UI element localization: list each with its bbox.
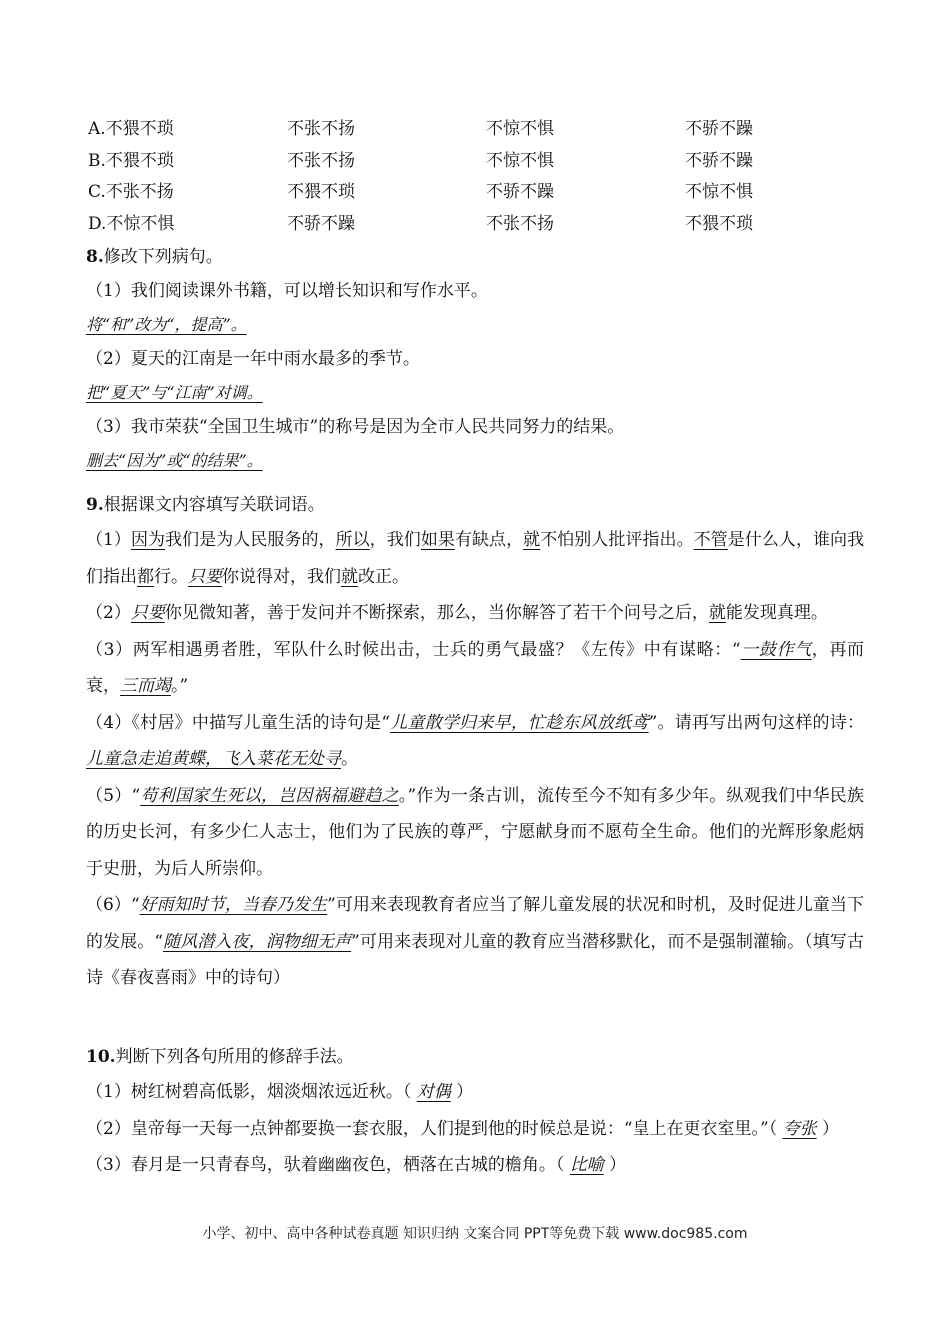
question-10: [86, 1040, 864, 1184]
option-b: [88, 146, 888, 178]
q9-item-4: （4）《村居》中描写儿童生活的诗句是“儿童散学归来早，忙趁东风放纸鸢”。请再写出两句这样的诗：儿童急走追黄蝶，飞入菜花无处寻。: [86, 712, 864, 769]
question-number: 8.: [86, 247, 104, 267]
answer-blank: 如果: [420, 530, 455, 550]
sentence-1: （1）我们阅读课外书籍，可以增长知识和写作水平。: [86, 281, 488, 301]
answer-blank: 三而竭: [120, 676, 171, 696]
option-text: D.不惊不惧: [88, 213, 175, 234]
answer-blank: 都: [137, 566, 154, 587]
answer-blank: 不管: [693, 530, 728, 550]
option-text: 不猥不琐: [287, 182, 355, 202]
answer-blank: 好雨知时节，当春乃发生: [139, 895, 328, 915]
answer-blank: 比喻: [569, 1155, 604, 1175]
option-text: C.不张不扬: [88, 182, 174, 202]
question-number: 10.: [86, 1047, 116, 1067]
answer-blank: 所以: [335, 530, 370, 550]
answer-blank: 只要: [130, 603, 165, 623]
answer-blank: 苟利国家生死以，岂因祸福避趋之: [140, 785, 399, 806]
q10-item-1: （1）树红树碧高低影，烟淡烟浓远近秋。（ 对偶 ）: [86, 1082, 474, 1102]
answer-blank: 儿童急走追黄蝶，飞入菜花无处寻: [86, 749, 341, 769]
q9-item-1: （1）因为我们是为人民服务的，所以，我们如果有缺点，就不怕别人批评指出。不管是什么人，谁向我们指出都行。只要你说得对，我们就改正。: [86, 530, 865, 587]
answer-3: 删去“因为”或“的结果”。: [86, 451, 263, 470]
question-title: 根据课文内容填写关联词语。: [103, 495, 325, 515]
q9-item-2: （2）只要你见微知著，善于发问并不断探索，那么，当你解答了若干个问号之后，就能发现真理。: [86, 603, 828, 623]
option-text: 不骄不躁: [685, 119, 753, 139]
question-number: 9.: [86, 495, 104, 515]
option-text: 不惊不惧: [486, 119, 554, 139]
answer-1: 将“和”改为“，提高”。: [86, 315, 247, 334]
q9-item-6: （6）“好雨知时节，当春乃发生”可用来表现教育者应当了解儿童发展的状况和时机，及时促进儿童当下的发展。“随风潜入夜，润物细无声”可用来表现对儿童的教育应当潜移默化，而不是强制灌输。（填写古诗《春夜喜雨》中的诗句）: [86, 895, 864, 988]
option-text: 不惊不惧: [685, 182, 753, 202]
answer-blank: 夸张: [782, 1118, 817, 1139]
question-8: [86, 240, 864, 478]
option-d: [88, 209, 888, 241]
answer-blank: 儿童散学归来早，忙趁东风放纸鸢: [390, 712, 649, 733]
answer-blank: 就: [341, 566, 358, 587]
q9-item-5: （5）“苟利国家生死以，岂因祸福避趋之。”作为一条古训，流传至今不知有多少年。纵观我们中华民族的历史长河，有多少仁人志士，他们为了民族的尊严，宁愿献身而不愿苟全生命。他们的光辉形象彪炳于史册，为后人所崇仰。: [86, 785, 864, 879]
option-text: 不骄不躁: [287, 213, 355, 234]
option-text: 不张不扬: [287, 119, 355, 139]
option-text: 不惊不惧: [486, 150, 554, 171]
question-9: [86, 488, 864, 997]
question-title: 判断下列各句所用的修辞手法。: [115, 1047, 354, 1067]
answer-blank: 随风潜入夜，润物细无声: [163, 931, 352, 952]
answer-blank: 一鼓作气: [740, 639, 812, 660]
answer-blank: 因为: [130, 530, 166, 550]
answer-blank: 就: [523, 530, 541, 550]
q10-item-3: （3）春月是一只青春鸟，驮着幽幽夜色，栖落在古城的檐角。（ 比喻 ）: [86, 1155, 627, 1175]
option-text: B.不猥不琐: [88, 150, 174, 171]
question-title: 修改下列病句。: [103, 247, 223, 267]
answer-2: 把“夏天”与“江南”对调。: [86, 383, 263, 402]
q9-item-3: （3）两军相遇勇者胜，军队什么时候出击，士兵的勇气最盛？《左传》中有谋略：“一鼓作气，再而衰，三而竭。”: [86, 639, 864, 696]
option-c: [88, 177, 888, 209]
option-text: A.不猥不琐: [88, 119, 174, 139]
page-footer: 小学、初中、高中各种试卷真题 知识归纳 文案合同 PPT等免费下载 www.doc985.com: [202, 1226, 748, 1242]
option-text: 不猥不琐: [685, 213, 753, 234]
sentence-3: （3）我市荣获“全国卫生城市”的称号是因为全市人民共同努力的结果。: [86, 417, 625, 437]
option-text: 不张不扬: [486, 213, 554, 234]
option-text: 不骄不躁: [486, 182, 554, 202]
sentence-2: （2）夏天的江南是一年中雨水最多的季节。: [86, 349, 420, 369]
option-a: [88, 114, 888, 146]
option-text: 不张不扬: [287, 150, 355, 171]
answer-blank: 只要: [188, 566, 222, 587]
q10-item-2: （2）皇帝每一天每一点钟都要换一套衣服，人们提到他的时候总是说：“皇上在更衣室里。”（ 夸张 ）: [86, 1118, 840, 1139]
option-text: 不骄不躁: [685, 150, 753, 171]
answer-blank: 就: [708, 603, 726, 623]
q7-options: [88, 114, 888, 240]
answer-blank: 对偶: [416, 1082, 451, 1102]
